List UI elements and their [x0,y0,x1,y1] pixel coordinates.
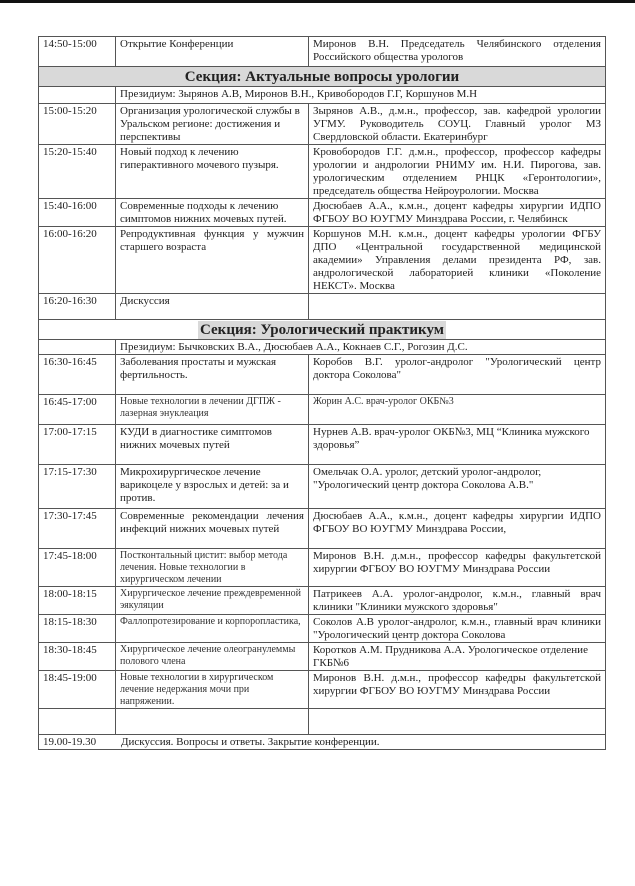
section-header-row [39,67,606,87]
table-row [39,104,606,145]
topic-cell: Новые технологии в хирургическом лечение недержания мочи при напряжении. [116,671,309,709]
topic-cell: Организация урологической службы в Уральском регионе: достижения и перспективы [116,104,309,145]
top-edge-bar [0,0,635,3]
speaker-cell: Дюсюбаев А.А., к.м.н., доцент кафедры хирургии ИДПО ФГБОУ ВО ЮУГМУ Минздрава России, [309,509,606,549]
time-cell: 18:30-18:45 [39,643,116,671]
speaker-cell: Миронов В.Н. д.м.н., профессор кафедры факультетской хирургии ФГБОУ ВО ЮУГМУ Минздрава России [309,671,606,709]
section-title: Секция: Актуальные вопросы урологии [39,67,606,87]
empty-row [39,709,606,735]
table-row [39,643,606,671]
speaker-cell: Кровобородов Г.Г. д.м.н., профессор, профессор кафедры урологии и андрологии РНИМУ им. Н.И. Пирогова, зав. урологическим отделением РНЦК «Геронтологии», председатель общества Нейроурологии. Москва [309,145,606,199]
speaker-cell: Соколов А.В уролог-андролог, к.м.н., главный врач клиники "Урологический центр доктора Соколова [309,615,606,643]
table-row [39,294,606,320]
time-cell: 17:45-18:00 [39,549,116,587]
topic-cell: Новый подход к лечению гиперактивного мочевого пузыря. [116,145,309,199]
section-title: Секция: Урологический практикум [200,322,444,338]
topic-cell: Новые технологии в лечении ДГПЖ - лазерная энуклеация [116,395,309,425]
time-cell: 18:45-19:00 [39,671,116,709]
speaker-cell: Коробов В.Г. уролог-андролог "Урологический центр доктора Соколова" [309,355,606,395]
time-cell: 16:30-16:45 [39,355,116,395]
table-row [39,465,606,509]
topic-cell: Фаллопротезирование и корпоропластика, [116,615,309,643]
time-cell: 15:40-16:00 [39,199,116,227]
table-row [39,425,606,465]
time-cell: 17:00-17:15 [39,425,116,465]
closing-text: Дискуссия. Вопросы и ответы. Закрытие конференции. [121,736,380,748]
empty-cell [39,709,116,735]
topic-cell: Современные подходы к лечению симптомов нижних мочевых путей. [116,199,309,227]
speaker-cell: Коршунов М.Н. к.м.н., доцент кафедры урологии ФГБУ ДПО «Центральной государственной медицинской академии» Управления делами президента РФ, зав. андрологической лабораторией клиники «Поколение НЕКСТ». Москва [309,227,606,294]
speaker-cell: Жорин А.С. врач-уролог ОКБ№3 [309,395,606,425]
speaker-cell: Патрикеев А.А. уролог-андролог, к.м.н., главный врач клиники "Клиники мужского здоровья" [309,587,606,615]
section-header-row [39,320,606,340]
topic-cell: Репродуктивная функция у мужчин старшего возраста [116,227,309,294]
closing-time: 19.00-19.30 [43,736,97,748]
time-cell: 16:00-16:20 [39,227,116,294]
time-cell: 16:45-17:00 [39,395,116,425]
topic-cell: Постконтальный цистит: выбор метода лечения. Новые технологии в хирургическом лечении [116,549,309,587]
presidium-text: Президиум: Бычковских В.А., Дюсюбаев А.А., Кокнаев С.Г., Рогозин Д.С. [116,340,606,355]
table-row [39,549,606,587]
table-row [39,509,606,549]
empty-cell [39,340,116,355]
topic-cell: Микрохирургическое лечение варикоцеле у взрослых и детей: за и против. [116,465,309,509]
topic-cell: Хирургическое лечение преждевременной эякуляции [116,587,309,615]
table-row [39,395,606,425]
topic-cell: Дискуссия [116,294,309,320]
speaker-cell [309,294,606,320]
section-title-cell [39,320,606,340]
table-row [39,37,606,67]
empty-cell [116,709,309,735]
empty-cell [39,87,116,104]
presidium-row [39,340,606,355]
topic-cell: Открытие Конференции [116,37,309,67]
topic-cell: Заболевания простаты и мужская фертильность. [116,355,309,395]
topic-cell: Хирургическое лечение олеогранулеммы полового члена [116,643,309,671]
closing-row [39,735,606,750]
table-row [39,587,606,615]
time-cell: 18:15-18:30 [39,615,116,643]
topic-cell: Современные рекомендации лечения инфекций нижних мочевых путей [116,509,309,549]
speaker-cell: Миронов В.Н. д.м.н., профессор кафедры факультетской хирургии ФГБОУ ВО ЮУГМУ Минздрава России [309,549,606,587]
table-row [39,355,606,395]
time-cell: 17:15-17:30 [39,465,116,509]
time-cell: 17:30-17:45 [39,509,116,549]
speaker-cell: Омельчак О.А. уролог, детский уролог-андролог, "Урологический центр доктора Соколова А.В." [309,465,606,509]
time-cell: 15:20-15:40 [39,145,116,199]
table-row [39,227,606,294]
speaker-cell: Коротков А.М. Прудникова А.А. Урологическое отделение ГКБ№6 [309,643,606,671]
time-cell: 16:20-16:30 [39,294,116,320]
speaker-cell: Миронов В.Н. Председатель Челябинского отделения Российского общества урологов [309,37,606,67]
closing-cell [39,735,606,750]
time-cell: 14:50-15:00 [39,37,116,67]
speaker-cell: Дюсюбаев А.А., к.м.н., доцент кафедры хирургии ИДПО ФГБОУ ВО ЮУГМУ Минздрава России, г. Челябинск [309,199,606,227]
table-row [39,145,606,199]
program-table [38,36,606,750]
table-row [39,615,606,643]
time-cell: 15:00-15:20 [39,104,116,145]
presidium-row [39,87,606,104]
speaker-cell: Нурнев А.В. врач-уролог ОКБ№3, МЦ “Клиника мужского здоровья” [309,425,606,465]
topic-cell: КУДИ в диагностике симптомов нижних мочевых путей [116,425,309,465]
table-row [39,199,606,227]
speaker-cell: Зырянов А.В., д.м.н., профессор, зав. кафедрой урологии УГМУ. Руководитель СОУЦ. Главный уролог МЗ Свердловской области. Екатеринбург [309,104,606,145]
table-row [39,671,606,709]
presidium-text: Президиум: Зырянов А.В, Миронов В.Н., Кривобородов Г.Г, Коршунов М.Н [116,87,606,104]
empty-cell [309,709,606,735]
time-cell: 18:00-18:15 [39,587,116,615]
